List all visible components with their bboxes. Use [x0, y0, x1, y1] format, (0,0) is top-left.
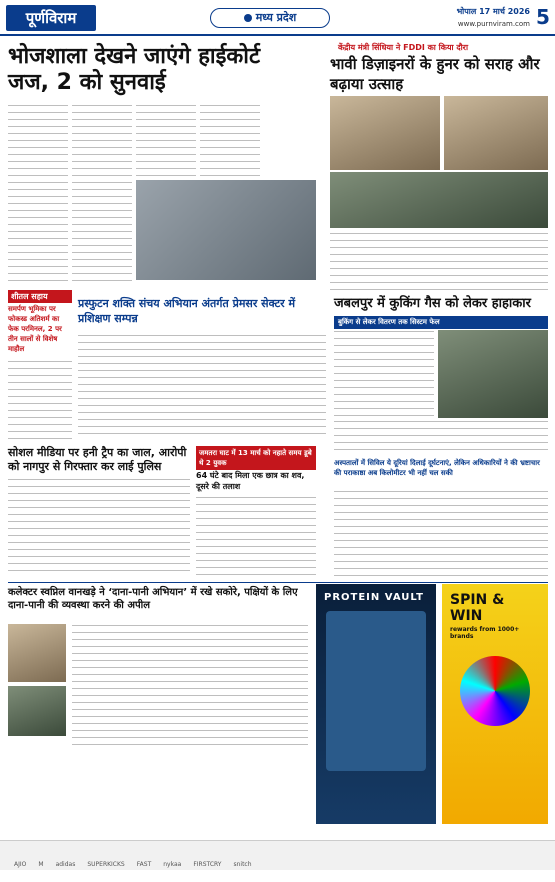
page-number: 5 — [536, 5, 550, 29]
jabalpur-photo — [438, 330, 548, 418]
center-story-title: प्रस्फुटन शक्ति संचय अभियान अंतर्गत प्रेमसर सेक्टर में प्रशिक्षण सम्पन्न — [78, 297, 296, 325]
pull-quote-body — [8, 360, 72, 440]
jabalpur-subhead: बुकिंग से लेकर वितरण तक सिस्टम फेल — [334, 316, 548, 329]
section-title: मध्य प्रदेश — [255, 11, 297, 24]
brand-logo-3: SUPERKICKS — [87, 861, 125, 868]
spin-wheel-icon — [460, 656, 530, 726]
lead-body-col4 — [200, 104, 260, 176]
pull-quote-text: समर्पण भूमिका पर फोकस्ड अतिशर्म का फेक परमिनल, 2 पर तीन सालों से विशेष माहौल — [8, 305, 62, 353]
lead-body-col2 — [72, 104, 132, 282]
brand-logo-7: snitch — [233, 861, 252, 868]
lead-body-col3 — [136, 104, 196, 176]
section-dot-icon — [244, 14, 252, 22]
right-story-title: अस्पतालों में सिविल ये दूरियां दिलाई दूर्घटनाएं, लेकिन अधिकारियों ने की भ्रष्टाचार की पराकाष्ठा अब किलोमीटर भी नहीं चल सकी — [334, 459, 540, 477]
brand-strip — [0, 840, 555, 870]
fddi-photo-1 — [330, 96, 440, 170]
jabalpur-body-2 — [334, 420, 548, 456]
brand-logo: पूर्णविराम — [6, 5, 96, 31]
dateline: भोपाल 17 मार्च 2026 — [456, 7, 530, 16]
divider — [8, 582, 548, 583]
jabalpur-headline: जबलपुर में कुकिंग गैस को लेकर हाहाकार — [334, 296, 531, 311]
top-right-headline: भावी डिज़ाइनरों के हुनर को सराह और बढ़ाया उत्साह — [330, 55, 540, 93]
spin-win-ad[interactable] — [442, 584, 548, 824]
bottom-photo-2 — [8, 686, 66, 736]
protein-vault-product — [326, 611, 426, 771]
fddi-photo-2 — [444, 96, 548, 170]
lead-headline: भोजशाला देखने जाएंगे हाईकोर्ट जज, 2 को सुनवाई — [8, 44, 261, 95]
pull-quote-kicker: शीतल सहाय — [8, 290, 72, 303]
protein-vault-brand: PROTEIN VAULT — [324, 592, 424, 603]
website: www.purnviram.com — [457, 20, 530, 28]
right-story-body — [334, 490, 548, 576]
brand-logo-2: adidas — [55, 861, 76, 868]
brand-logo-4: FAST — [136, 861, 152, 868]
honey-trap-title: सोशल मीडिया पर हनी ट्रैप का जाल, आरोपी को नागपुर से गिरफ्तार कर लाई पुलिस — [8, 446, 187, 473]
mid-story-body — [196, 496, 316, 576]
brand-logo-1: M — [38, 861, 44, 868]
bottom-body — [72, 624, 308, 750]
bottom-photo-1 — [8, 624, 66, 682]
center-story-body — [78, 334, 326, 438]
section-label — [210, 8, 330, 28]
mid-story-subtitle: 64 घंटे बाद मिला एक छात्र का शव, दूसरे की तलाश — [196, 471, 305, 491]
bottom-story-title: कलेक्टर स्वप्निल वानखड़े ने ‘दाना-पानी अभियान’ में रखे सकोरे, पक्षियों के लिए दाना-पानी की व्यवस्था करने की अपील — [8, 587, 298, 611]
lead-body-col1 — [8, 104, 68, 282]
protein-vault-ad[interactable] — [316, 584, 436, 824]
brand-logo-6: FIRSTCRY — [193, 861, 222, 868]
top-right-kicker: केंद्रीय मंत्री सिंधिया ने FDDI का किया दौरा — [338, 43, 469, 52]
brand-logo-5: nykaa — [163, 861, 182, 868]
fddi-body — [330, 232, 548, 292]
spin-win-sub: rewards from 1000+ brands — [450, 626, 520, 640]
mid-story-title: जमतरा घाट में 13 मार्च को नहाते समय डूबे थे 2 युवक — [196, 446, 316, 470]
spin-win-title: SPIN & WIN — [450, 592, 505, 624]
honey-trap-body — [8, 478, 190, 574]
lead-photo — [136, 180, 316, 280]
brand-logo-0: AJIO — [14, 861, 27, 868]
fddi-photo-3 — [330, 172, 548, 228]
jabalpur-body — [334, 330, 434, 418]
